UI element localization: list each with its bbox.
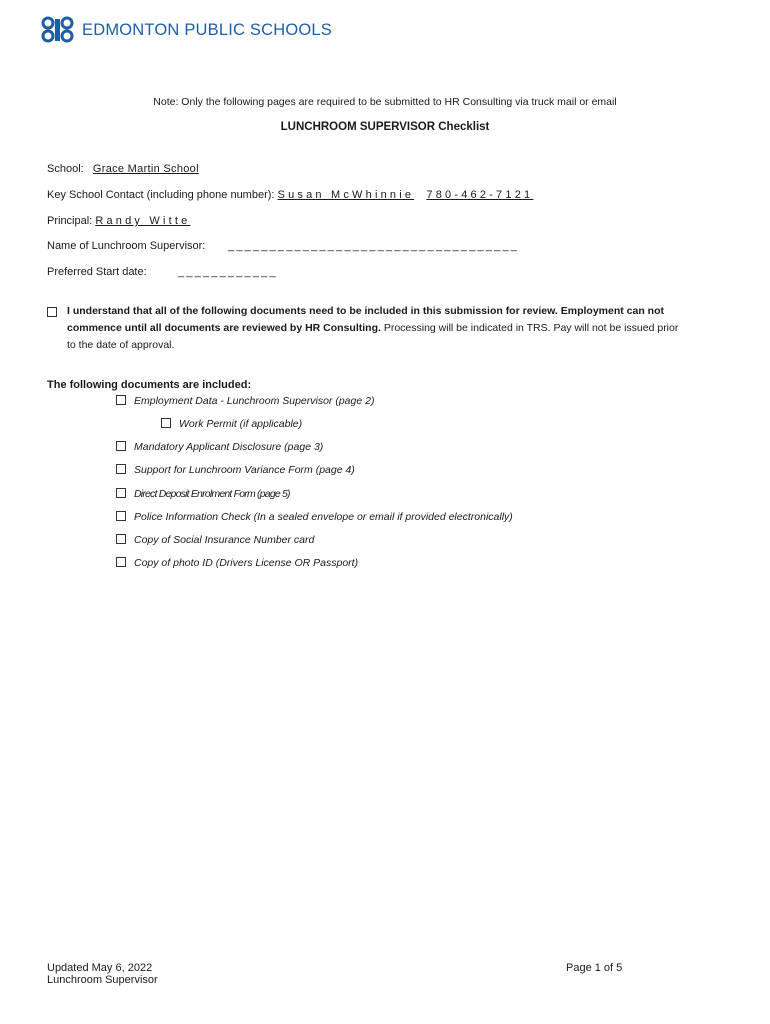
document-checkbox[interactable] xyxy=(116,464,126,474)
document-checkbox[interactable] xyxy=(116,511,126,521)
header-logo xyxy=(40,16,332,44)
document-item xyxy=(116,488,290,500)
page-number: Page 1 of 5 xyxy=(566,962,623,974)
document-item xyxy=(161,418,302,430)
footer-form-name: Lunchroom Supervisor xyxy=(47,974,158,986)
document-item xyxy=(116,441,323,453)
document-label: Mandatory Applicant Disclosure (page 3) xyxy=(134,441,324,453)
document-label: Direct Deposit Enrolment Form (page 5) xyxy=(134,488,290,500)
acknowledgement-checkbox[interactable] xyxy=(47,307,57,317)
organization-name: EDMONTON PUBLIC SCHOOLS xyxy=(82,20,333,39)
acknowledgement-regular-text: Processing will be indicated in TRS. Pay will not be issued prior to the date of approval. xyxy=(67,322,679,351)
acknowledgement-bold-text: I understand that all of the following documents need to be included in this submission for review. Employment can not commence until all documents are reviewed by HR Consulting. xyxy=(67,305,664,334)
start-date-field xyxy=(47,266,278,278)
document-label: Work Permit (if applicable) xyxy=(179,418,303,430)
contact-field xyxy=(47,189,533,201)
submission-note: Note: Only the following pages are required to be submitted to HR Consulting via truck mail or email xyxy=(153,96,617,108)
acknowledgement-text xyxy=(67,303,687,354)
document-checkbox[interactable] xyxy=(116,441,126,451)
footer-left xyxy=(47,962,158,986)
document-item xyxy=(116,534,314,546)
document-label: Employment Data - Lunchroom Supervisor (page 2) xyxy=(134,395,375,407)
document-label: Copy of Social Insurance Number card xyxy=(134,534,315,546)
document-checkbox[interactable] xyxy=(116,488,126,498)
supervisor-label: Name of Lunchroom Supervisor: xyxy=(47,240,206,252)
footer-updated: Updated May 6, 2022 xyxy=(47,962,153,974)
document-item xyxy=(116,511,513,523)
contact-label: Key School Contact (including phone number): xyxy=(47,189,275,201)
page-title: LUNCHROOM SUPERVISOR Checklist xyxy=(280,121,490,133)
school-field xyxy=(47,163,199,175)
acknowledgement xyxy=(47,303,687,354)
school-value: Grace Martin School xyxy=(92,163,199,175)
supervisor-blank[interactable]: ___________________________________ xyxy=(228,240,520,252)
document-checkbox[interactable] xyxy=(116,395,126,405)
documents-heading: The following documents are included: xyxy=(47,379,252,391)
document-label: Support for Lunchroom Variance Form (page 4) xyxy=(134,464,355,476)
principal-value: Randy Witte xyxy=(95,215,191,227)
start-date-label: Preferred Start date: xyxy=(47,266,147,278)
document-checkbox[interactable] xyxy=(116,534,126,544)
supervisor-field xyxy=(47,240,520,252)
eps-logo-icon xyxy=(40,16,76,44)
school-label: School: xyxy=(47,163,84,175)
document-checkbox[interactable] xyxy=(116,557,126,567)
document-item xyxy=(116,395,374,407)
document-label: Copy of photo ID (Drivers License OR Passport) xyxy=(134,557,359,569)
contact-phone: 780-462-7121 xyxy=(426,189,534,201)
document-item xyxy=(116,557,358,569)
principal-label: Principal: xyxy=(47,215,93,227)
document-item xyxy=(116,464,355,476)
contact-name: Susan McWhinnie xyxy=(277,189,415,201)
start-date-blank[interactable]: ____________ xyxy=(178,266,278,278)
document-checkbox[interactable] xyxy=(161,418,171,428)
principal-field xyxy=(47,215,190,227)
document-label: Police Information Check (In a sealed envelope or email if provided electronically) xyxy=(134,511,513,523)
